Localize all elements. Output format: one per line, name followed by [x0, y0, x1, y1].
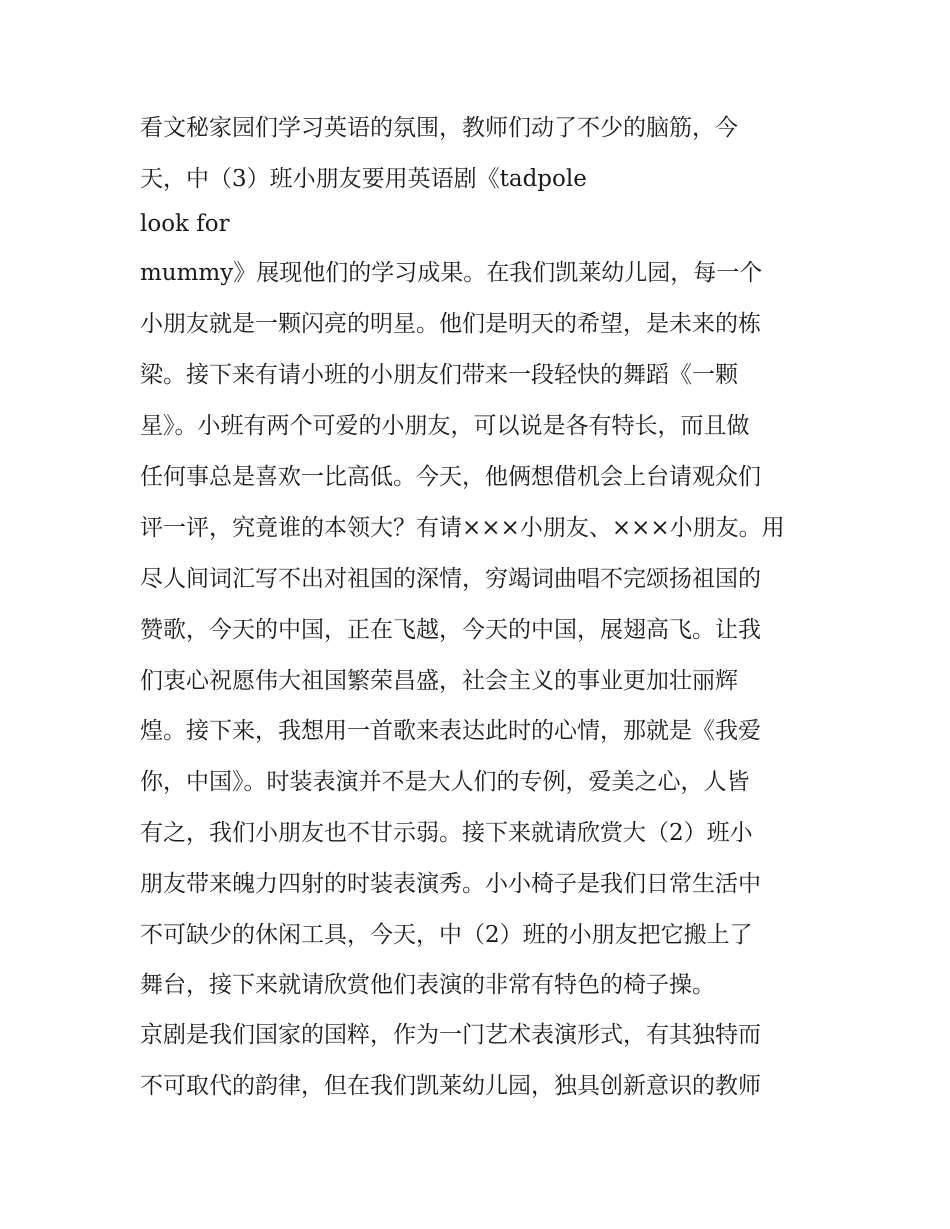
text-line-5: 小朋友就是一颗闪亮的明星。他们是明天的希望，是未来的栋 [140, 311, 761, 337]
text-line-20: 不可取代的韵律，但在我们凯莱幼儿园，独具创新意识的教师 [140, 1073, 761, 1099]
text-line-4: mummy》展现他们的学习成果。在我们凯莱幼儿园，每一个 [140, 260, 763, 286]
text-line-7: 星》。小班有两个可爱的小朋友，可以说是各有特长，而且做 [140, 413, 750, 439]
text-line-13: 煌。接下来，我想用一首歌来表达此时的心情，那就是《我爱 [140, 718, 761, 744]
text-line-10: 尽人间词汇写不出对祖国的深情，穷竭词曲唱不完颂扬祖国的 [140, 566, 761, 592]
text-line-3: look for [140, 211, 230, 237]
text-line-16: 朋友带来魄力四射的时装表演秀。小小椅子是我们日常生活中 [140, 871, 761, 897]
text-line-11: 赞歌，今天的中国，正在飞越，今天的中国，展翅高飞。让我 [140, 617, 761, 643]
text-line-19: 京剧是我们国家的国粹，作为一门艺术表演形式，有其独特而 [140, 1022, 761, 1048]
text-line-9: 评一评，究竟谁的本领大？有请×××小朋友、×××小朋友。用 [140, 515, 785, 541]
text-line-17: 不可缺少的休闲工具，今天，中（2）班的小朋友把它搬上了 [140, 922, 753, 948]
text-line-2: 天，中（3）班小朋友要用英语剧《tadpole [140, 166, 587, 192]
text-line-1: 看文秘家园们学习英语的氛围，教师们动了不少的脑筋，今 [140, 115, 738, 141]
text-line-14: 你，中国》。时装表演并不是大人们的专例，爱美之心，人皆 [140, 769, 750, 795]
text-line-15: 有之，我们小朋友也不甘示弱。接下来就请欣赏大（2）班小 [140, 820, 753, 846]
text-line-12: 们衷心祝愿伟大祖国繁荣昌盛，社会主义的事业更加壮丽辉 [140, 668, 738, 694]
text-line-6: 梁。接下来有请小班的小朋友们带来一段轻快的舞蹈《一颗 [140, 362, 738, 388]
text-line-18: 舞台，接下来就请欣赏他们表演的非常有特色的椅子操。 [140, 972, 715, 998]
text-line-8: 任何事总是喜欢一比高低。今天，他俩想借机会上台请观众们 [140, 464, 761, 490]
